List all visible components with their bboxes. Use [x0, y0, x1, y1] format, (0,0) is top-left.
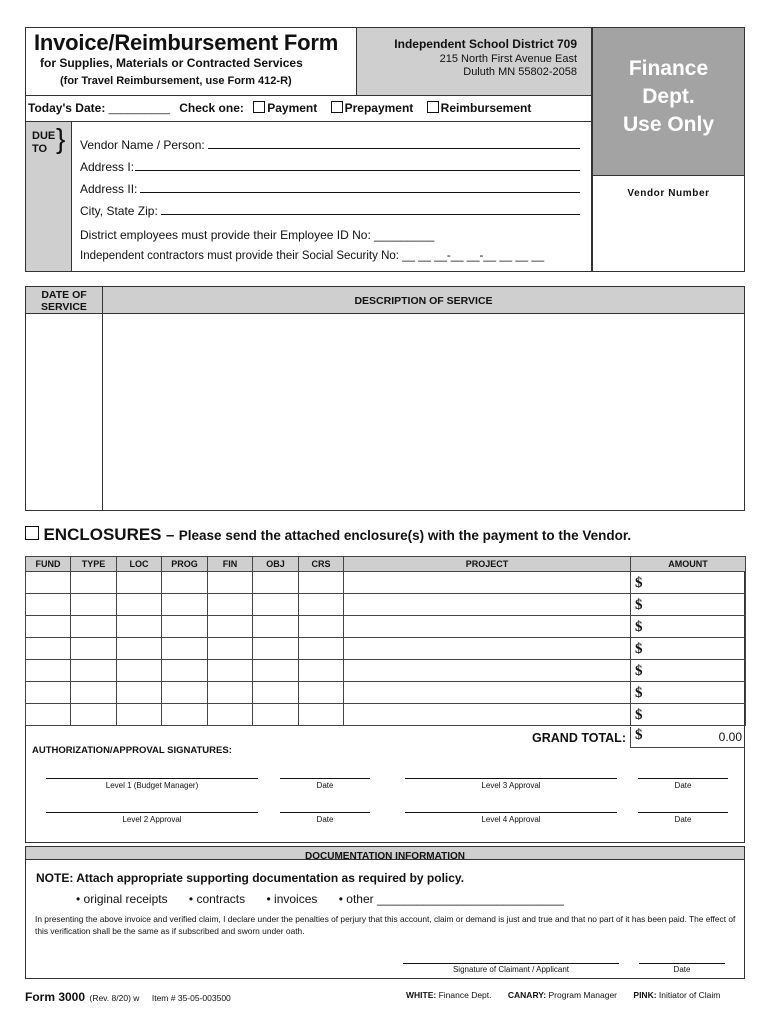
city-state-zip-input[interactable] — [161, 214, 580, 215]
enclosures-row — [25, 525, 745, 545]
due-to-column — [26, 122, 72, 271]
fin-cell[interactable] — [208, 682, 253, 704]
employee-id-label: District employees must provide their Employee ID No: — [80, 228, 371, 242]
service-date-header — [26, 289, 102, 313]
district-box — [356, 28, 591, 95]
fund-cell[interactable] — [26, 682, 71, 704]
project-cell[interactable] — [344, 704, 631, 726]
crs-cell[interactable] — [299, 660, 344, 682]
project-cell[interactable] — [344, 660, 631, 682]
finance-label-2: Dept. — [642, 85, 695, 108]
todays-date-label: Today's Date: — [28, 101, 106, 115]
level3-label: Level 3 Approval — [481, 781, 541, 790]
enclosures-heading: ENCLOSURES — [43, 525, 162, 544]
payment-option[interactable] — [253, 101, 320, 115]
obj-cell[interactable] — [253, 572, 299, 594]
due-to-brace: } — [56, 123, 66, 154]
project-cell[interactable] — [344, 594, 631, 616]
amount-cell[interactable] — [631, 594, 746, 616]
ssn-input[interactable]: __ __ __-__ __-__ __ __ __ — [402, 250, 545, 262]
col-type: TYPE — [71, 557, 117, 572]
service-block — [25, 286, 745, 511]
obj-cell[interactable] — [253, 660, 299, 682]
declaration-text: In presenting the above invoice and verified claim, I declare under the penalties of perjury that this account, claim or demand is just and true and that no part of it has been paid. The effect of this verification shall be the same as if subscribed and sworn under oath. — [35, 914, 736, 936]
amount-currency: $ — [635, 640, 643, 657]
address2-input[interactable] — [140, 192, 580, 193]
address2-row[interactable] — [80, 174, 580, 196]
claimant-date-label: Date — [673, 965, 691, 974]
crs-cell[interactable] — [299, 594, 344, 616]
amount-cell[interactable] — [631, 638, 746, 660]
prog-cell[interactable] — [162, 616, 208, 638]
employee-id-input[interactable]: _________ — [374, 228, 435, 242]
prepayment-option[interactable] — [331, 101, 417, 115]
ssn-row[interactable] — [80, 250, 580, 272]
signatures-heading: AUTHORIZATION/APPROVAL SIGNATURES: — [32, 745, 232, 756]
todays-date-field[interactable]: __________ — [108, 103, 170, 115]
district-name: Independent School District 709 — [394, 37, 577, 51]
grand-total-currency: $ — [635, 727, 643, 743]
amount-cell[interactable] — [631, 660, 746, 682]
payment-label: Payment — [267, 101, 318, 115]
obj-cell[interactable] — [253, 704, 299, 726]
amount-cell[interactable] — [631, 572, 746, 594]
item-number: Item # 35-05-003500 — [151, 993, 231, 1003]
prog-cell[interactable] — [162, 704, 208, 726]
loc-cell[interactable] — [117, 660, 162, 682]
account-row — [26, 660, 746, 682]
description-header: DESCRIPTION OF SERVICE — [354, 295, 493, 307]
project-cell[interactable] — [344, 682, 631, 704]
copy-white-value: Finance Dept. — [438, 990, 492, 1000]
address1-row[interactable] — [80, 152, 580, 174]
claimant-signature[interactable] — [403, 963, 619, 974]
amount-currency: $ — [635, 574, 643, 591]
account-row — [26, 572, 746, 594]
service-description-input[interactable] — [106, 317, 740, 507]
finance-use-box — [592, 27, 745, 272]
copy-canary-label: CANARY: — [507, 990, 547, 1000]
finance-label-3: Use Only — [622, 113, 715, 136]
reimbursement-checkbox[interactable] — [427, 101, 439, 113]
grand-total-box — [630, 727, 745, 748]
account-row — [26, 594, 746, 616]
fin-cell[interactable] — [208, 660, 253, 682]
payment-checkbox[interactable] — [253, 101, 265, 113]
title-area — [26, 28, 356, 96]
other-input[interactable]: ____________________________ — [376, 892, 564, 906]
loc-cell[interactable] — [117, 616, 162, 638]
date-row-divider — [25, 121, 592, 122]
copy-pink-value: Initiator of Claim — [658, 990, 721, 1000]
copy-white-label: WHITE: — [406, 990, 437, 1000]
amount-cell[interactable] — [631, 616, 746, 638]
finance-label-1: Finance — [628, 57, 709, 80]
item-contracts: • contracts — [188, 892, 246, 906]
signature-level1[interactable] — [46, 778, 258, 790]
type-cell[interactable] — [71, 660, 117, 682]
level2-label: Level 2 Approval — [122, 815, 182, 824]
loc-cell[interactable] — [117, 572, 162, 594]
date-check-row — [28, 101, 588, 119]
col-project: PROJECT — [344, 557, 631, 572]
employee-id-row[interactable] — [80, 228, 580, 250]
signature-level1-date[interactable] — [280, 778, 370, 790]
obj-cell[interactable] — [253, 638, 299, 660]
service-date-input[interactable] — [28, 317, 100, 507]
prog-cell[interactable] — [162, 594, 208, 616]
type-cell[interactable] — [71, 682, 117, 704]
item-original-receipts: • original receipts — [76, 892, 168, 906]
account-table — [25, 556, 746, 726]
obj-cell[interactable] — [253, 594, 299, 616]
due-label: DUE — [32, 130, 56, 142]
item-other: • other — [338, 892, 374, 906]
prepayment-label: Prepayment — [344, 101, 414, 115]
documentation-items — [76, 892, 564, 906]
signature-level3-date[interactable] — [638, 778, 728, 790]
documentation-heading: DOCUMENTATION INFORMATION — [305, 851, 465, 862]
reimbursement-option[interactable] — [427, 101, 532, 115]
loc-cell[interactable] — [117, 682, 162, 704]
service-label: SERVICE — [41, 301, 87, 313]
reimbursement-label: Reimbursement — [440, 101, 532, 115]
level1-date-label: Date — [316, 781, 334, 790]
vendor-name-row[interactable] — [80, 130, 580, 152]
amount-currency: $ — [635, 662, 643, 679]
fin-cell[interactable] — [208, 594, 253, 616]
col-obj: OBJ — [253, 557, 299, 572]
documentation-block — [25, 846, 745, 979]
documentation-header-bar — [26, 847, 744, 860]
level2-date-label: Date — [316, 815, 334, 824]
enclosures-text: Please send the attached enclosure(s) with the payment to the Vendor. — [178, 528, 632, 543]
address1-label: Address I: — [80, 160, 135, 174]
account-row — [26, 616, 746, 638]
crs-cell[interactable] — [299, 704, 344, 726]
crs-cell[interactable] — [299, 682, 344, 704]
amount-currency: $ — [635, 618, 643, 635]
vendor-name-input[interactable] — [208, 148, 580, 149]
account-row — [26, 638, 746, 660]
fund-cell[interactable] — [26, 638, 71, 660]
signature-level2-date[interactable] — [280, 812, 370, 824]
documentation-note: NOTE: Attach appropriate supporting documentation as required by policy. — [36, 871, 465, 885]
ssn-label: Independent contractors must provide their Social Security No: — [80, 250, 399, 262]
date-of-label: DATE OF — [41, 289, 87, 301]
fin-cell[interactable] — [208, 616, 253, 638]
level1-label: Level 1 (Budget Manager) — [105, 781, 199, 790]
footer-right — [406, 990, 720, 1000]
col-loc: LOC — [117, 557, 162, 572]
district-address-2: Duluth MN 55802-2058 — [463, 66, 577, 78]
amount-cell[interactable] — [631, 682, 746, 704]
crs-cell[interactable] — [299, 616, 344, 638]
col-fin: FIN — [208, 557, 253, 572]
signature-level4-date[interactable] — [638, 812, 728, 824]
prepayment-checkbox[interactable] — [331, 101, 343, 113]
claimant-signature-label: Signature of Claimant / Applicant — [452, 965, 570, 974]
service-column-divider — [102, 287, 103, 510]
col-fund: FUND — [26, 557, 71, 572]
header-divider — [25, 95, 592, 96]
signature-level3[interactable] — [405, 778, 617, 790]
fin-cell[interactable] — [208, 572, 253, 594]
city-state-zip-row[interactable] — [80, 196, 580, 218]
obj-cell[interactable] — [253, 616, 299, 638]
vendor-fields — [80, 130, 580, 272]
type-cell[interactable] — [71, 572, 117, 594]
amount-currency: $ — [635, 706, 643, 723]
fin-cell[interactable] — [208, 704, 253, 726]
loc-cell[interactable] — [117, 594, 162, 616]
col-prog: PROG — [162, 557, 208, 572]
crs-cell[interactable] — [299, 638, 344, 660]
project-cell[interactable] — [344, 616, 631, 638]
footer-left — [25, 988, 231, 1006]
amount-cell[interactable] — [631, 704, 746, 726]
enclosures-dash: – — [165, 527, 175, 544]
amount-currency: $ — [635, 596, 643, 613]
copy-pink-label: PINK: — [633, 990, 657, 1000]
type-cell[interactable] — [71, 704, 117, 726]
item-invoices: • invoices — [266, 892, 318, 906]
address2-label: Address II: — [80, 182, 138, 196]
loc-cell[interactable] — [117, 704, 162, 726]
level4-label: Level 4 Approval — [481, 815, 541, 824]
copy-canary-value: Program Manager — [548, 990, 618, 1000]
grand-total-label: GRAND TOTAL: — [532, 731, 626, 745]
to-label: TO — [32, 143, 48, 155]
level3-date-label: Date — [674, 781, 692, 790]
level4-date-label: Date — [674, 815, 692, 824]
obj-cell[interactable] — [253, 682, 299, 704]
type-cell[interactable] — [71, 638, 117, 660]
prog-cell[interactable] — [162, 638, 208, 660]
district-address-1: 215 North First Avenue East — [439, 53, 577, 65]
type-cell[interactable] — [71, 616, 117, 638]
col-amount: AMOUNT — [631, 557, 746, 572]
fund-cell[interactable] — [26, 660, 71, 682]
form-revision: (Rev. 8/20) w — [89, 993, 140, 1003]
vendor-number-label: Vendor Number — [627, 188, 710, 199]
form-subtitle-2: (for Travel Reimbursement, use Form 412-R) — [60, 75, 292, 87]
prog-cell[interactable] — [162, 682, 208, 704]
prog-cell[interactable] — [162, 572, 208, 594]
vendor-number-field[interactable] — [597, 206, 740, 266]
project-cell[interactable] — [344, 572, 631, 594]
fin-cell[interactable] — [208, 638, 253, 660]
form-subtitle-1: for Supplies, Materials or Contracted Services — [40, 56, 303, 70]
signature-level4[interactable] — [405, 812, 617, 824]
crs-cell[interactable] — [299, 572, 344, 594]
enclosures-checkbox[interactable] — [25, 526, 39, 540]
finance-dept-panel — [593, 28, 744, 176]
amount-currency: $ — [635, 684, 643, 701]
city-state-zip-label: City, State Zip: — [80, 204, 158, 218]
loc-cell[interactable] — [117, 638, 162, 660]
form-title: Invoice/Reimbursement Form — [34, 30, 339, 55]
prog-cell[interactable] — [162, 660, 208, 682]
project-cell[interactable] — [344, 638, 631, 660]
form-number: Form 3000 — [25, 990, 86, 1004]
grand-total-value: 0.00 — [718, 730, 742, 744]
fund-cell[interactable] — [26, 704, 71, 726]
type-cell[interactable] — [71, 594, 117, 616]
fund-cell[interactable] — [26, 594, 71, 616]
address1-input[interactable] — [135, 170, 580, 171]
check-one-label: Check one: — [179, 101, 244, 115]
fund-cell[interactable] — [26, 616, 71, 638]
fund-cell[interactable] — [26, 572, 71, 594]
vendor-name-label: Vendor Name / Person: — [80, 138, 205, 152]
signature-level2[interactable] — [46, 812, 258, 824]
account-row — [26, 682, 746, 704]
claimant-date[interactable] — [639, 963, 725, 974]
account-header-row — [26, 557, 746, 572]
col-crs: CRS — [299, 557, 344, 572]
account-row — [26, 704, 746, 726]
